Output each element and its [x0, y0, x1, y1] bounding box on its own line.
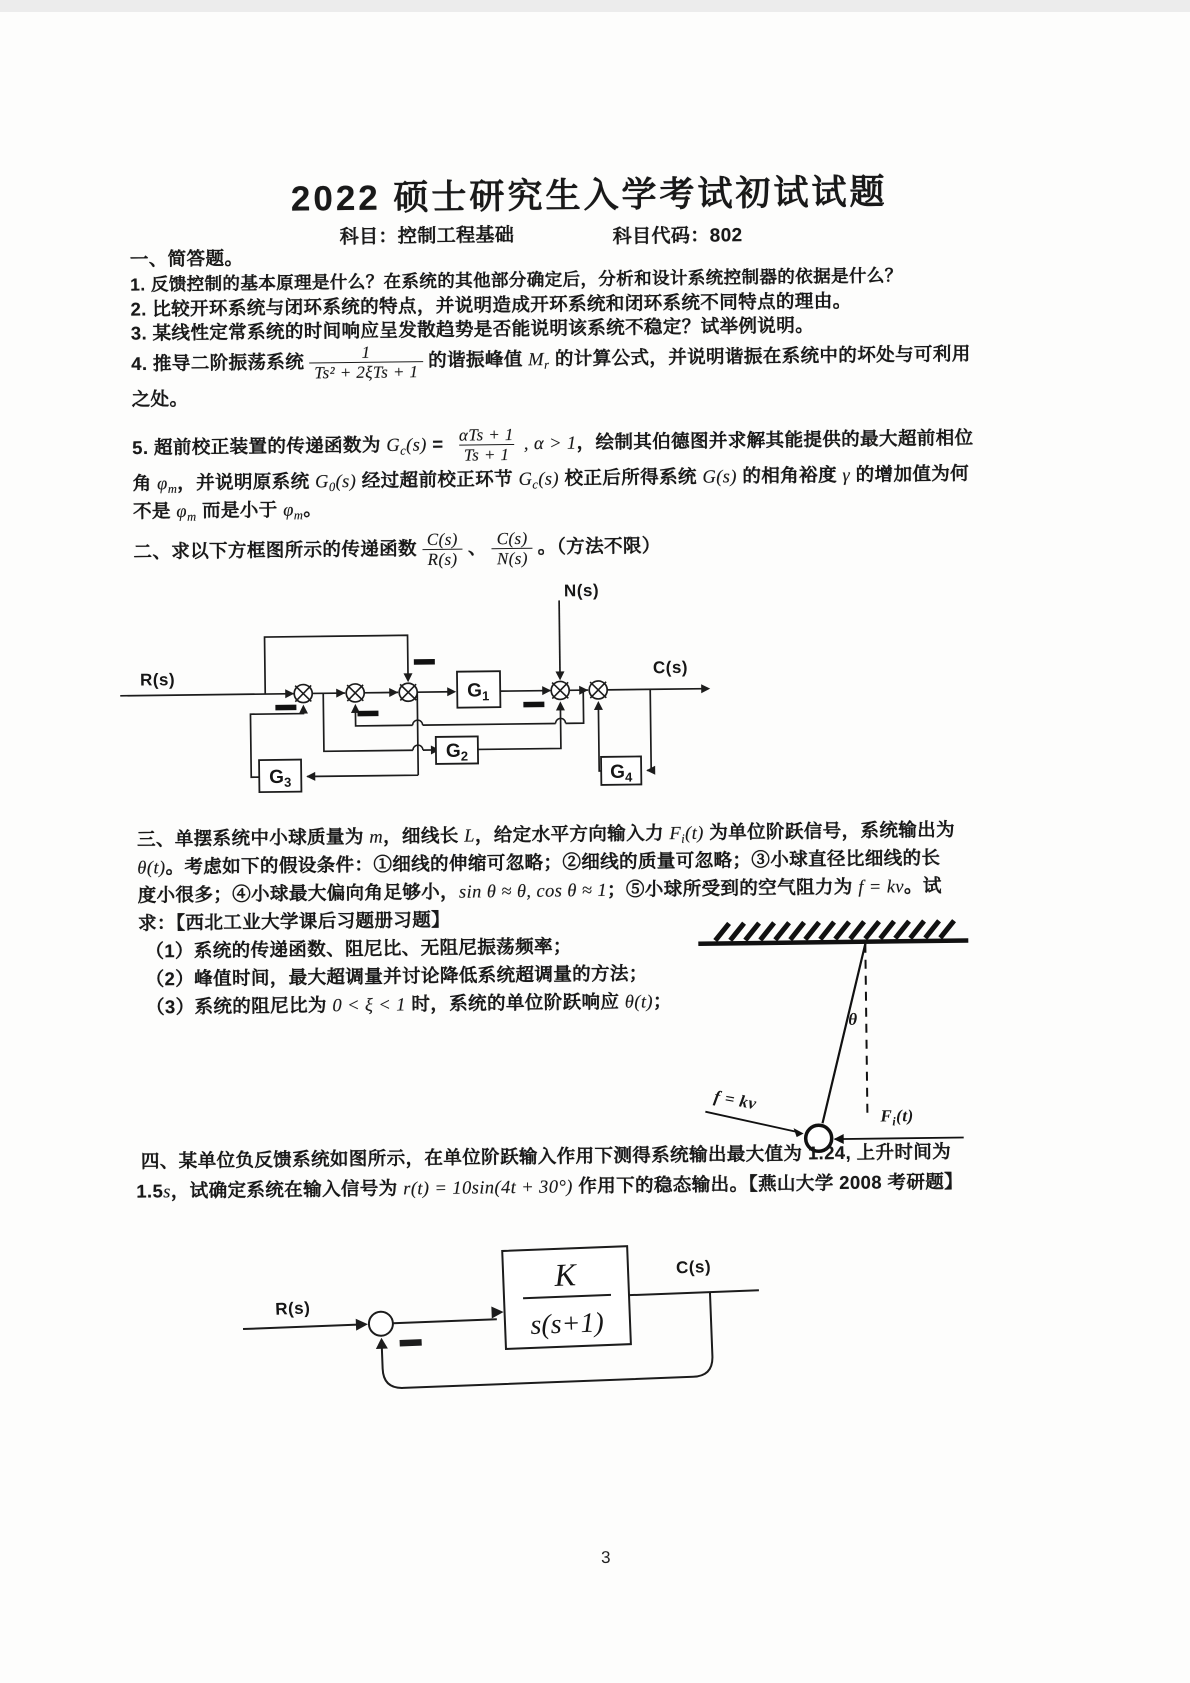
- block-G4-label: $G_4$: [610, 761, 633, 785]
- output-line: [629, 1290, 759, 1295]
- section1-heading: 一、简答题。: [129, 247, 244, 270]
- section3-item1: （1）系统的传递函数、阻尼比、无阻尼振荡频率；: [145, 935, 572, 962]
- plant-numerator: K: [553, 1256, 577, 1294]
- g4-input-line: [646, 689, 651, 770]
- question-1: 1. 反馈控制的基本原理是什么？在系统的其他部分确定后，分析和设计系统控制器的依据是什么？: [130, 265, 903, 295]
- drag-force-line: [705, 1111, 799, 1134]
- question-2: 2. 比较开环系统与闭环系统的特点，并说明造成开环系统和闭环系统不同特点的理由。: [130, 289, 852, 320]
- minus-sum2: [357, 711, 378, 717]
- section4-line1: 四、某单位负反馈系统如图所示，在单位阶跃输入作用下测得系统输出最大值为 1.24, 上升时间为: [140, 1140, 952, 1172]
- vertical-dashed-line: [865, 944, 867, 1120]
- block-G2-label: $G_2$: [445, 740, 469, 764]
- drag-label: f = kv: [712, 1086, 759, 1114]
- diagram2-output-label: C(s): [652, 657, 689, 678]
- question-4-line1: 4. 推导二阶振荡系统 $\frac{1}{\text{Ts² + 2ξTs + 1}}$ 的谐振峰值 $M_r$ 的计算公式，并说明谐振在系统中的坏处与可利用: [131, 342, 971, 383]
- force-label: $F_i(t)$: [880, 1106, 914, 1129]
- feedforward-top-line: [265, 635, 409, 694]
- section3-line2: θ(t)。考虑如下的假设条件：①细线的伸缩可忽略；②细线的质量可忽略；③小球直径比细线的长: [137, 846, 941, 879]
- input-line: [243, 1324, 361, 1329]
- diagram4-output-label: C(s): [675, 1257, 712, 1278]
- diagram2-input-label: R(s): [139, 670, 176, 690]
- page-number: 3: [600, 1547, 611, 1567]
- section3-line1: 三、单摆系统中小球质量为 m，细线长 L，给定水平方向输入力 $F_i(t)$ 为单位阶跃信号，系统输出为: [136, 818, 956, 850]
- plant-denominator: s(s+1): [529, 1307, 605, 1341]
- output-line: [607, 689, 704, 690]
- arrow-into-sum: [356, 1318, 368, 1330]
- sum-junction: [368, 1311, 393, 1336]
- section4-line2: 1.5s，试确定系统在输入信号为 r(t) = 10sin(4t + 30°) 作用下的稳态输出。【燕山大学 2008 考研题】: [136, 1170, 964, 1203]
- block-diagram-section2: [104, 568, 727, 816]
- noise-line: [559, 600, 560, 676]
- minus-sign: [400, 1339, 422, 1346]
- minus-sum4: [523, 702, 544, 708]
- block-G3-label: $G_3$: [269, 766, 292, 790]
- question-4-line2: 之处。: [131, 387, 189, 410]
- arrow-into-block: [491, 1306, 503, 1318]
- block-G1-label: $G_1$: [467, 680, 490, 704]
- block-diagram-section4: [227, 1233, 769, 1415]
- minus-sum3: [414, 659, 435, 665]
- pendulum-string: [820, 944, 867, 1124]
- section3-item3: （3）系统的阻尼比为 0 < ξ < 1 时，系统的单位阶跃响应 θ(t)；: [145, 990, 673, 1018]
- question-5-line2: 角 $\varphi_m$，并说明原系统 $G_0(s)$ 经过超前校正环节 $G_c(s)$ 校正后所得系统 G(s) 的相角裕度 γ 的增加值为何: [132, 462, 970, 496]
- pendulum-figure: [622, 850, 986, 1154]
- diagram2-noise-label: N(s): [563, 580, 600, 601]
- question-3: 3. 某线性定常系统的时间响应呈发散趋势是否能说明该系统不稳定？试举例说明。: [130, 314, 815, 344]
- section3-item2: （2）峰值时间，最大超调量并讨论降低系统超调量的方法；: [145, 962, 648, 990]
- question-5-line1: 5. 超前校正装置的传递函数为 $G_c(s)$ = $\frac{\text{αTs + 1}}{Ts + 1}$ , α > 1，绘制其伯德图并求解其能提供的最大超前相位: [132, 424, 974, 465]
- ceiling-hatching: [715, 921, 954, 941]
- minus-sum1: [275, 705, 296, 711]
- section3-line4: 求：【西北工业大学课后习题册习题】: [137, 908, 451, 934]
- section3-line3: 度小很多；④小球最大偏向角足够小，sin θ ≈ θ, cos θ ≈ 1；⑤小球所受到的空气阻力为 f = kv。试: [137, 874, 942, 906]
- feedback-rowB-out: [477, 704, 561, 749]
- drag-arrowhead: [794, 1128, 804, 1137]
- arrow-feedback-up: [375, 1337, 387, 1348]
- subject-label: 科目：控制工程基础: [339, 224, 515, 249]
- diagram4-input-label: R(s): [274, 1298, 311, 1319]
- question-5-line3: 不是 $\varphi_m$ 而是小于 $\varphi_m$。: [132, 498, 323, 524]
- ceiling-line: [698, 940, 968, 943]
- input-line: [120, 694, 294, 696]
- theta-label: θ: [848, 1009, 858, 1029]
- page-title: 2022 硕士研究生入学考试初试试题: [290, 172, 888, 219]
- section2-heading: 二、求以下方框图所示的传递函数 $\frac{C(s)}{R(s)}$ 、 $\frac{C(s)}{N(s)}$ 。（方法不限）: [133, 528, 661, 570]
- subject-code-label: 科目代码：802: [612, 225, 743, 248]
